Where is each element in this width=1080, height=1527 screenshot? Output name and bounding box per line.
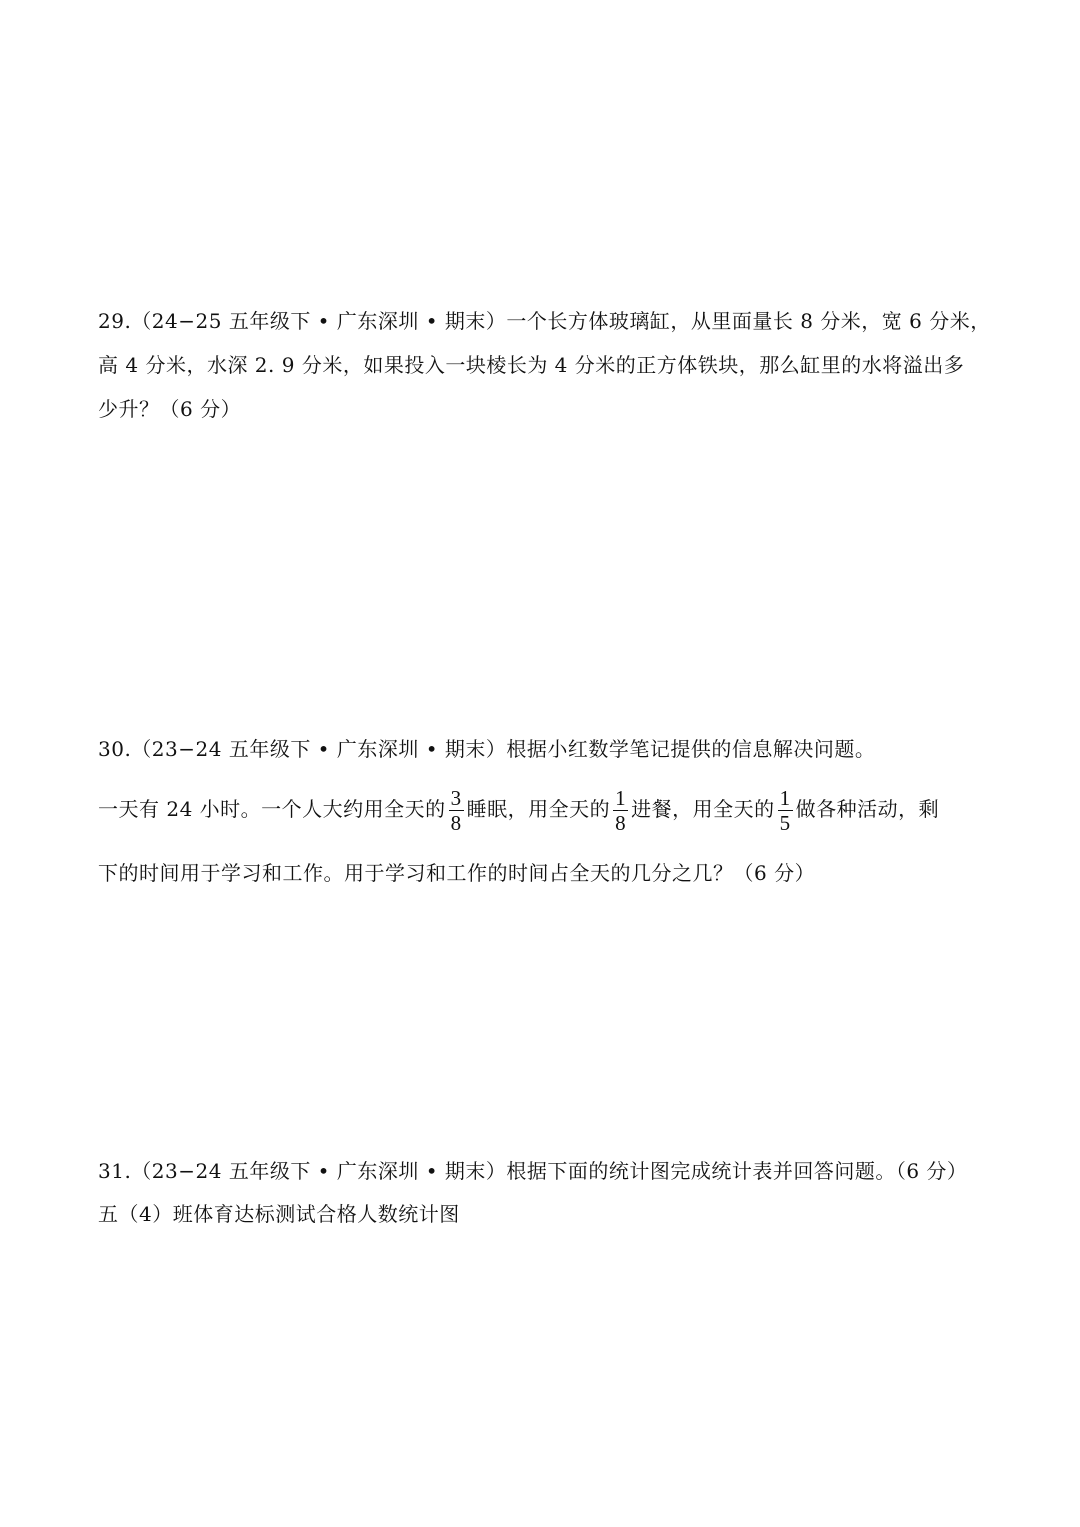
- fraction-denominator: 8: [615, 811, 627, 835]
- fraction-numerator: 3: [450, 786, 462, 810]
- q30-line-1: 30.（23−24 五年级下 • 广东深圳 • 期末）根据小红数学笔记提供的信息解决问题。: [98, 737, 876, 761]
- fraction-one-eighth: [613, 786, 628, 835]
- q30-text-segment: 睡眠，用全天的: [466, 797, 611, 821]
- fraction-three-eighths: [449, 786, 464, 835]
- fraction-denominator: 8: [450, 811, 462, 835]
- fraction-denominator: 5: [779, 811, 791, 835]
- fraction-numerator: 1: [779, 786, 791, 810]
- q31-line-1: 31.（23−24 五年级下 • 广东深圳 • 期末）根据下面的统计图完成统计表并回答问题。（6 分）: [98, 1159, 968, 1183]
- q30-line-2: [98, 782, 939, 836]
- q29-line-3: 少升？（6 分）: [98, 397, 242, 421]
- fraction-numerator: 1: [615, 786, 627, 810]
- fraction-one-fifth: [778, 786, 793, 835]
- q30-text-segment: 进餐，用全天的: [631, 797, 775, 821]
- q29-line-1: 29.（24−25 五年级下 • 广东深圳 • 期末）一个长方体玻璃缸，从里面量长 8 分米，宽 6 分米，: [98, 309, 991, 333]
- q31-chart-title: 五（4）班体育达标测试合格人数统计图: [98, 1202, 460, 1226]
- q29-line-2: 高 4 分米，水深 2. 9 分米，如果投入一块棱长为 4 分米的正方体铁块，那么缸里的水将溢出多: [98, 353, 965, 377]
- q30-text-segment: 一天有 24 小时。一个人大约用全天的: [98, 797, 446, 821]
- q30-text-segment: 做各种活动，剩: [795, 797, 940, 821]
- q30-line-3: 下的时间用于学习和工作。用于学习和工作的时间占全天的几分之几？（6 分）: [98, 861, 816, 885]
